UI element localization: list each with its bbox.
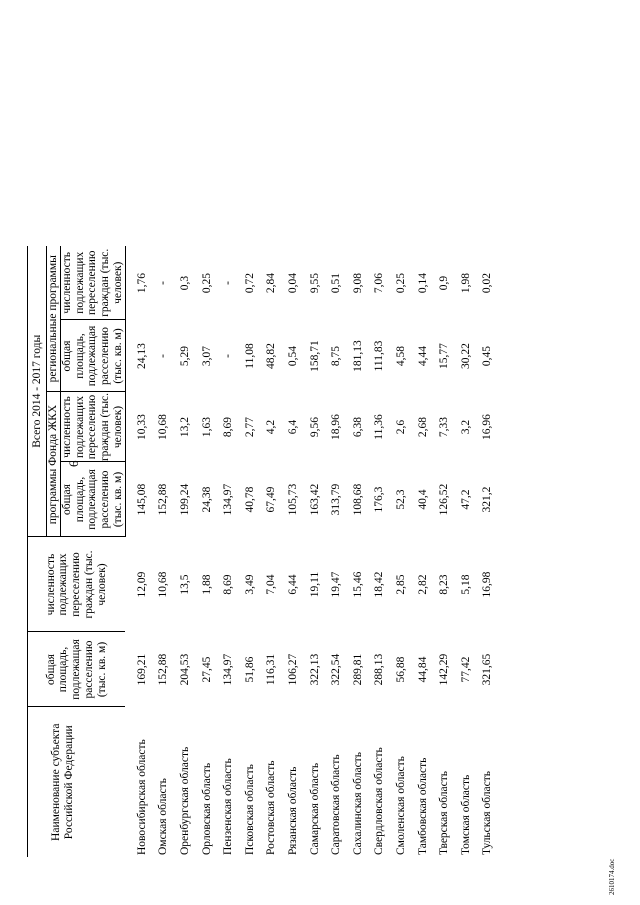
region-name-cell: Смоленская область <box>394 756 407 855</box>
header-fund-people: численность подлежащих переселению граждан (тыс. человек) <box>61 392 124 462</box>
value-cell: 2,77 <box>243 416 256 438</box>
region-name-cell: Тверская область <box>438 771 451 855</box>
region-name-cell: Омская область <box>157 778 170 855</box>
value-cell: 11,08 <box>243 343 256 369</box>
value-cell: 5,29 <box>179 345 191 367</box>
value-cell: 2,68 <box>416 416 429 438</box>
value-cell: - <box>157 281 170 285</box>
table-row <box>125 246 153 857</box>
value-cell: 1,98 <box>459 272 472 294</box>
table-row <box>412 246 434 857</box>
value-cell: 15,77 <box>438 343 451 369</box>
region-name-cell: Псковская область <box>243 764 256 855</box>
value-cell: 24,38 <box>200 486 213 513</box>
document-code: 2610174.doc <box>608 858 616 895</box>
value-cell: 2,84 <box>265 272 278 294</box>
value-cell: 7,33 <box>438 416 451 438</box>
value-cell: 142,29 <box>438 653 451 686</box>
value-cell: 8,75 <box>330 345 343 367</box>
header-regional-group: региональные программы <box>47 255 60 383</box>
value-cell: 52,3 <box>394 489 407 510</box>
value-cell: 18,42 <box>373 571 386 598</box>
value-cell: 0,25 <box>394 272 407 294</box>
value-cell: 6,38 <box>351 416 364 438</box>
value-cell: 1,88 <box>200 574 213 595</box>
region-name-cell: Новосибирская область <box>135 739 148 855</box>
table-row <box>261 246 283 857</box>
value-cell: 12,09 <box>135 571 148 598</box>
value-cell: 152,88 <box>157 483 170 516</box>
value-cell: 10,68 <box>157 571 170 598</box>
value-cell: 134,97 <box>222 653 235 686</box>
value-cell: 3,2 <box>459 419 472 435</box>
value-cell: 9,08 <box>351 272 364 294</box>
value-cell: 77,42 <box>459 656 472 683</box>
value-cell: 3,49 <box>243 574 256 595</box>
table-row <box>369 246 391 857</box>
value-cell: 56,88 <box>394 656 407 683</box>
value-cell: 11,36 <box>373 414 386 440</box>
value-cell: 4,58 <box>394 345 407 367</box>
value-cell: 116,31 <box>265 653 278 686</box>
value-cell: 7,06 <box>373 272 386 294</box>
resettlement-table <box>27 246 499 857</box>
table-row <box>455 246 477 857</box>
value-cell: 19,47 <box>330 571 343 598</box>
value-cell: 6,44 <box>286 574 299 595</box>
region-name-cell: Рязанская область <box>286 766 299 855</box>
value-cell: 9,56 <box>308 416 321 438</box>
value-cell: 27,45 <box>200 656 213 683</box>
table-row <box>477 246 499 857</box>
value-cell: 30,22 <box>459 343 472 369</box>
value-cell: 2,85 <box>394 574 407 595</box>
region-name-cell: Ростовская область <box>265 760 278 855</box>
value-cell: 13,5 <box>179 574 191 595</box>
value-cell: 169,21 <box>135 653 148 686</box>
value-cell: 321,2 <box>481 486 494 513</box>
header-total-group: Всего 2014 - 2017 годы <box>30 334 43 448</box>
value-cell: 8,23 <box>438 574 451 595</box>
value-cell: 111,83 <box>373 340 386 372</box>
header-fund-area: общая площадь, подлежащая расселению (тыс. кв. м) <box>61 469 124 530</box>
value-cell: - <box>222 281 235 285</box>
value-cell: 3,07 <box>200 345 213 367</box>
value-cell: 0,72 <box>243 272 256 294</box>
value-cell: 289,81 <box>351 653 364 686</box>
table-row <box>239 246 261 857</box>
value-cell: 10,68 <box>157 414 170 440</box>
value-cell: 0,02 <box>481 272 494 294</box>
value-cell: 0,3 <box>179 275 191 291</box>
value-cell: 9,55 <box>308 272 321 294</box>
region-name-cell: Орловская область <box>200 762 213 855</box>
value-cell: 145,08 <box>135 483 148 516</box>
value-cell: 19,11 <box>308 571 321 598</box>
value-cell: 199,24 <box>179 483 191 516</box>
value-cell: 13,2 <box>179 416 191 438</box>
region-name-cell: Пензенская область <box>222 758 235 855</box>
value-cell: 67,49 <box>265 486 278 513</box>
header-people-column: численность подлежащих переселению граждан (тыс. человек) <box>44 550 108 619</box>
value-cell: 152,88 <box>157 653 170 686</box>
table-row <box>347 246 369 857</box>
value-cell: 106,27 <box>286 653 299 686</box>
value-cell: 4,2 <box>265 419 278 435</box>
header-name-column: Наименование субъекта Российской Федерации <box>50 723 75 841</box>
value-cell: 204,53 <box>179 653 191 686</box>
value-cell: - <box>222 354 235 358</box>
value-cell: 0,45 <box>481 345 494 367</box>
region-name-cell: Саратовская область <box>330 754 343 855</box>
value-cell: 47,2 <box>459 489 472 510</box>
region-name-cell: Оренбургская область <box>179 746 191 855</box>
value-cell: 2,82 <box>416 574 429 595</box>
value-cell: 18,96 <box>330 414 343 440</box>
table-row <box>304 246 326 857</box>
value-cell: 40,4 <box>416 489 429 510</box>
header-area-column: общая площадь, подлежащая расселению (тыс. кв. м) <box>44 639 108 700</box>
value-cell: 158,71 <box>308 340 321 372</box>
value-cell: 2,6 <box>394 419 407 435</box>
table-row <box>196 246 218 857</box>
value-cell: 16,96 <box>481 414 494 440</box>
value-cell: 1,63 <box>200 416 213 438</box>
table-row <box>153 246 175 857</box>
value-cell: 0,14 <box>416 272 429 294</box>
table-row <box>434 246 456 857</box>
table-row <box>218 246 240 857</box>
header-fund-group: программы Фонда ЖКХ <box>47 404 60 525</box>
region-name-cell: Тульская область <box>481 771 494 855</box>
region-name-cell: Сахалинская область <box>351 752 364 855</box>
value-cell: 15,46 <box>351 571 364 598</box>
value-cell: 0,04 <box>286 272 299 294</box>
value-cell: 48,82 <box>265 343 278 369</box>
table-row <box>391 246 413 857</box>
value-cell: 134,97 <box>222 483 235 516</box>
region-name-cell: Свердловская область <box>373 747 386 855</box>
value-cell: 40,78 <box>243 486 256 513</box>
value-cell: 51,86 <box>243 656 256 683</box>
value-cell: 10,33 <box>135 414 148 440</box>
header-regional-area: общая площадь, подлежащая расселению (тыс. кв. м) <box>61 325 124 387</box>
value-cell: 105,73 <box>286 483 299 516</box>
value-cell: 126,52 <box>438 483 451 516</box>
value-cell: 0,25 <box>200 272 213 294</box>
value-cell: 8,69 <box>222 574 235 595</box>
value-cell: 44,84 <box>416 656 429 683</box>
value-cell: 5,18 <box>459 574 472 595</box>
value-cell: 0,54 <box>286 345 299 367</box>
header-regional-people: численность подлежащих переселению граждан (тыс. человек) <box>61 248 124 317</box>
value-cell: 322,54 <box>330 653 343 686</box>
value-cell: 322,13 <box>308 653 321 686</box>
value-cell: 288,13 <box>373 653 386 686</box>
page-number: 6 <box>66 460 81 467</box>
value-cell: 0,51 <box>330 272 343 294</box>
value-cell: - <box>157 354 170 358</box>
table-row <box>283 246 305 857</box>
value-cell: 108,68 <box>351 483 364 516</box>
region-name-cell: Томская область <box>459 774 472 855</box>
value-cell: 6,4 <box>286 419 299 435</box>
value-cell: 4,44 <box>416 345 429 367</box>
value-cell: 8,69 <box>222 416 235 438</box>
value-cell: 176,3 <box>373 486 386 513</box>
value-cell: 181,13 <box>351 340 364 372</box>
region-name-cell: Тамбовская область <box>416 757 429 855</box>
value-cell: 16,98 <box>481 571 494 598</box>
value-cell: 321,65 <box>481 653 494 686</box>
region-name-cell: Самарская область <box>308 762 321 855</box>
value-cell: 7,04 <box>265 574 278 595</box>
table-row <box>326 246 348 857</box>
value-cell: 163,42 <box>308 483 321 516</box>
value-cell: 0,9 <box>438 275 451 291</box>
value-cell: 24,13 <box>135 343 148 369</box>
table-row <box>175 246 197 857</box>
value-cell: 1,76 <box>135 272 148 294</box>
value-cell: 313,79 <box>330 483 343 516</box>
